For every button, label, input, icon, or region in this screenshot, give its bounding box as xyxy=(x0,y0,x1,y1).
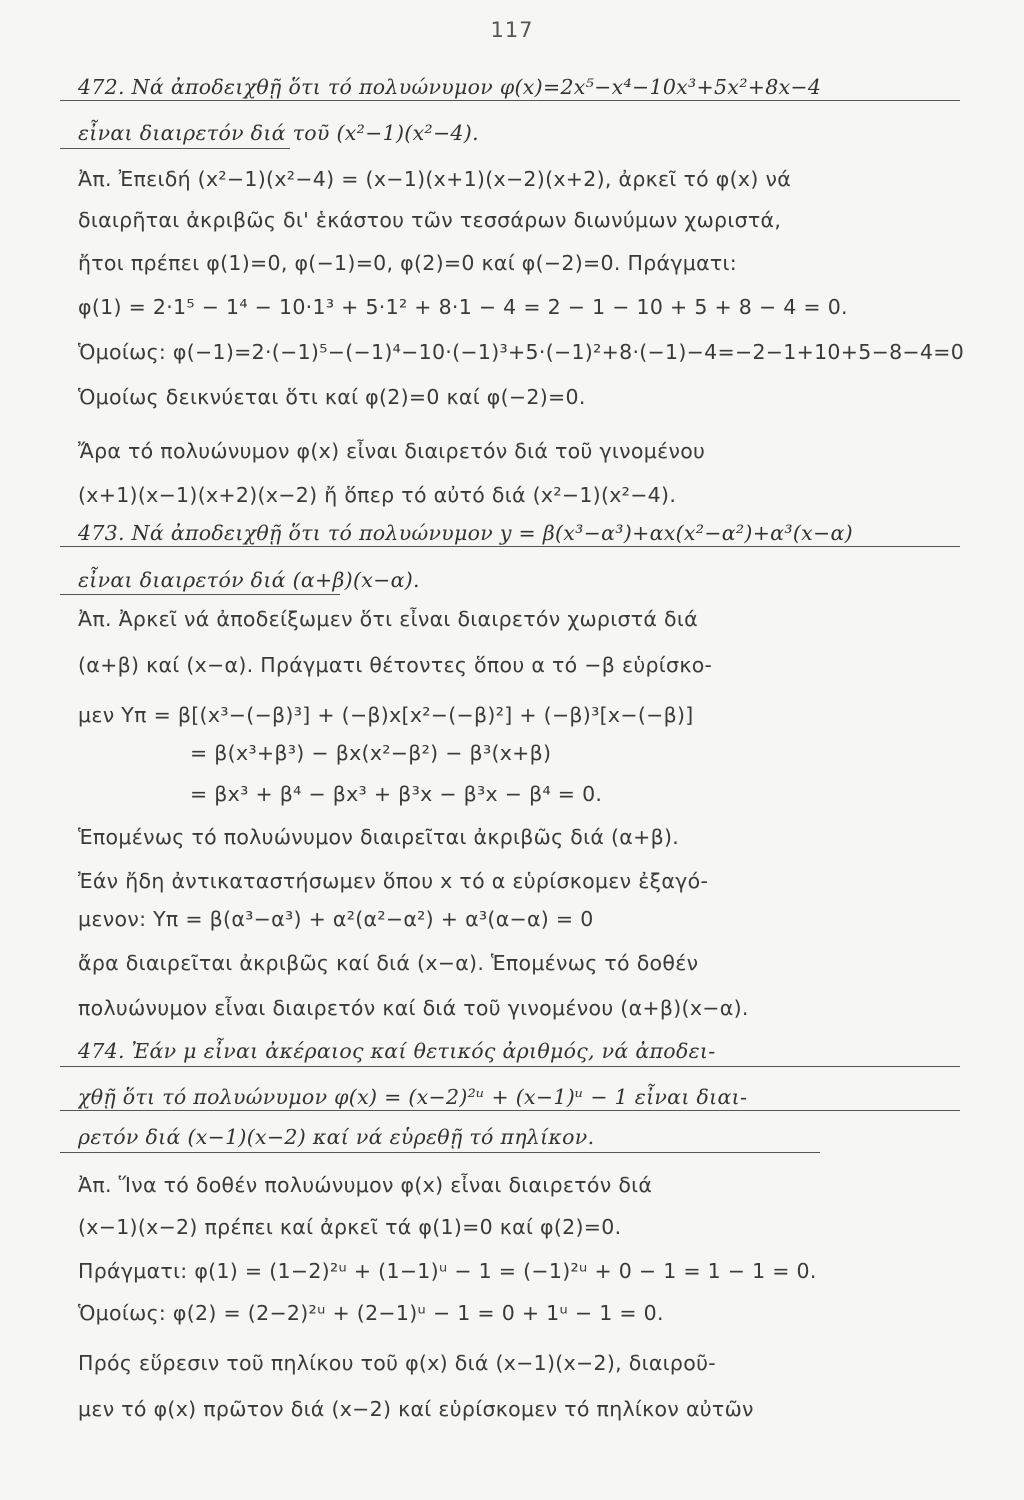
underline xyxy=(60,100,960,101)
answer-line: μεν τό φ(x) πρῶτον διά (x−2) καί εὑρίσκομεν τό πηλίκον αὐτῶν xyxy=(78,1397,754,1421)
underline xyxy=(60,1152,820,1153)
problem-474-statement-cont2: ρετόν διά (x−1)(x−2) καί νά εὑρεθῇ τό πηλίκον. xyxy=(78,1125,595,1149)
answer-line: πολυώνυμον εἶναι διαιρετόν καί διά τοῦ γινομένου (α+β)(x−α). xyxy=(78,996,749,1020)
answer-line: Ἐάν ἤδη ἀντικαταστήσωμεν ὅπου x τό α εὑρίσκομεν ἐξαγό- xyxy=(78,869,709,893)
answer-line: Ἀπ. Ἵνα τό δοθέν πολυώνυμον φ(x) εἶναι διαιρετόν διά xyxy=(78,1173,653,1197)
answer-line: Ὁμοίως: φ(−1)=2·(−1)⁵−(−1)⁴−10·(−1)³+5·(−1)²+8·(−1)−4=−2−1+10+5−8−4=0 xyxy=(78,340,965,364)
underline xyxy=(60,546,960,547)
answer-line: Ἑπομένως τό πολυώνυμον διαιρεῖται ἀκριβῶς διά (α+β). xyxy=(78,825,680,849)
problem-473-statement-cont: εἶναι διαιρετόν διά (α+β)(x−α). xyxy=(78,568,420,592)
underline xyxy=(60,1110,960,1111)
answer-line: Πράγματι: φ(1) = (1−2)²ᵘ + (1−1)ᵘ − 1 = (−1)²ᵘ + 0 − 1 = 1 − 1 = 0. xyxy=(78,1259,817,1283)
problem-473-statement: 473. Νά ἀποδειχθῇ ὅτι τό πολυώνυμον y = β(x³−α³)+αx(x²−α²)+α³(x−α) xyxy=(78,521,853,545)
answer-line: Ὁμοίως δεικνύεται ὅτι καί φ(2)=0 καί φ(−2)=0. xyxy=(78,385,586,409)
answer-line: Ἄρα τό πολυώνυμον φ(x) εἶναι διαιρετόν διά τοῦ γινομένου xyxy=(78,439,706,463)
problem-472-statement: 472. Νά ἀποδειχθῇ ὅτι τό πολυώνυμον φ(x)=2x⁵−x⁴−10x³+5x²+8x−4 xyxy=(78,75,822,99)
answer-line: = βx³ + β⁴ − βx³ + β³x − β³x − β⁴ = 0. xyxy=(190,782,603,806)
problem-472-statement-cont: εἶναι διαιρετόν διά τοῦ (x²−1)(x²−4). xyxy=(78,121,479,145)
answer-line: (x+1)(x−1)(x+2)(x−2) ἤ ὅπερ τό αὐτό διά (x²−1)(x²−4). xyxy=(78,483,677,507)
page-number: 117 xyxy=(490,18,534,42)
underline xyxy=(60,148,290,149)
problem-474-statement-cont: χθῇ ὅτι τό πολυώνυμον φ(x) = (x−2)²ᵘ + (x−1)ᵘ − 1 εἶναι διαι- xyxy=(78,1085,748,1109)
answer-line: Ἀπ. Ἀρκεῖ νά ἀποδείξωμεν ὅτι εἶναι διαιρετόν χωριστά διά xyxy=(78,607,698,631)
underline xyxy=(60,1066,960,1067)
problem-474-statement: 474. Ἐάν μ εἶναι ἀκέραιος καί θετικός ἀριθμός, νά ἀποδει- xyxy=(78,1039,716,1063)
answer-line: Πρός εὕρεσιν τοῦ πηλίκου τοῦ φ(x) διά (x−1)(x−2), διαιροῦ- xyxy=(78,1351,716,1375)
answer-line: (α+β) καί (x−α). Πράγματι θέτοντες ὅπου α τό −β εὑρίσκο- xyxy=(78,653,713,677)
answer-line: μενον: Yπ = β(α³−α³) + α²(α²−α²) + α³(α−α) = 0 xyxy=(78,907,594,931)
answer-line: Ὁμοίως: φ(2) = (2−2)²ᵘ + (2−1)ᵘ − 1 = 0 + 1ᵘ − 1 = 0. xyxy=(78,1301,664,1325)
answer-line: = β(x³+β³) − βx(x²−β²) − β³(x+β) xyxy=(190,741,552,765)
answer-line: μεν Yπ = β[(x³−(−β)³] + (−β)x[x²−(−β)²] + (−β)³[x−(−β)] xyxy=(78,703,694,727)
answer-line: Ἀπ. Ἐπειδή (x²−1)(x²−4) = (x−1)(x+1)(x−2)(x+2), ἀρκεῖ τό φ(x) νά xyxy=(78,167,792,191)
answer-line: ἄρα διαιρεῖται ἀκριβῶς καί διά (x−α). Ἑπομένως τό δοθέν xyxy=(78,951,699,975)
answer-line: φ(1) = 2·1⁵ − 1⁴ − 10·1³ + 5·1² + 8·1 − 4 = 2 − 1 − 10 + 5 + 8 − 4 = 0. xyxy=(78,295,848,319)
answer-line: ἤτοι πρέπει φ(1)=0, φ(−1)=0, φ(2)=0 καί φ(−2)=0. Πράγματι: xyxy=(78,251,737,275)
answer-line: διαιρῆται ἀκριβῶς δι' ἑκάστου τῶν τεσσάρων διωνύμων χωριστά, xyxy=(78,208,782,232)
answer-line: (x−1)(x−2) πρέπει καί ἀρκεῖ τά φ(1)=0 καί φ(2)=0. xyxy=(78,1215,622,1239)
underline xyxy=(60,594,340,595)
